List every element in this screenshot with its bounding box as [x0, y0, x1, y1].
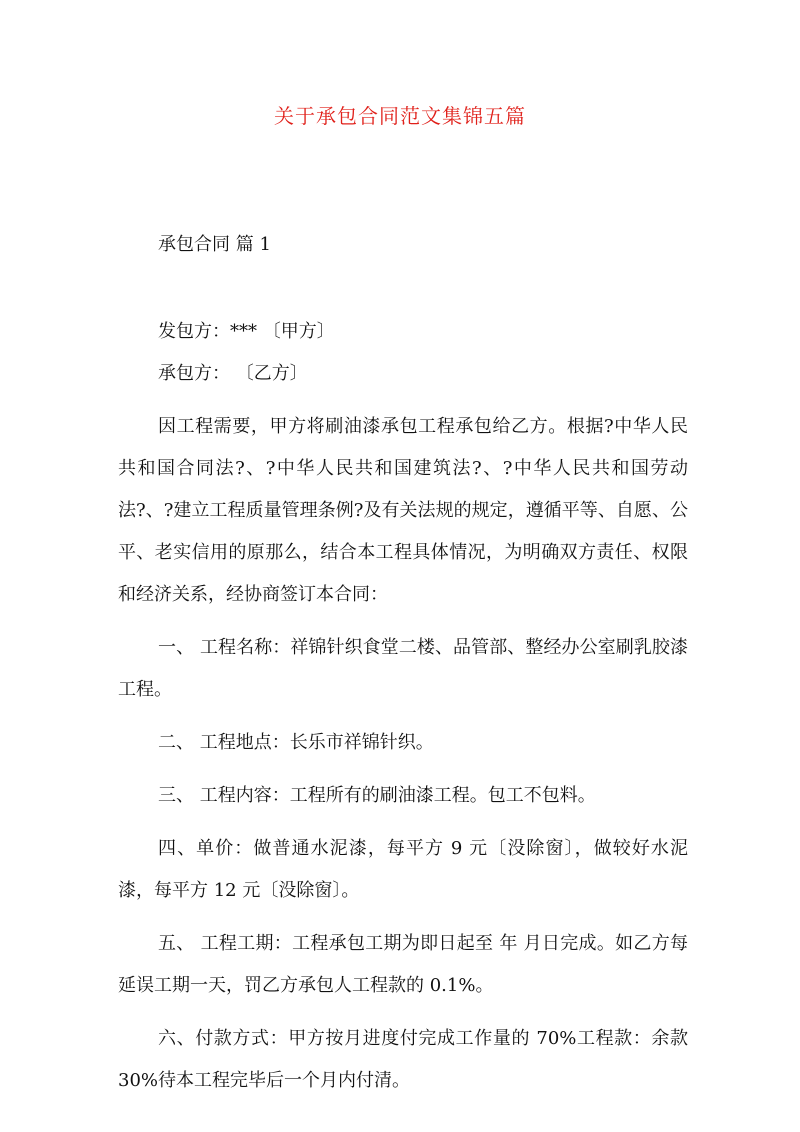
document-body — [118, 311, 688, 1113]
paragraph-project-period: 五、 工程工期：工程承包工期为即日起至 年 月日完成。如乙方每延误工期一天，罚乙方承包人工程款的 0.1%。 — [118, 933, 688, 996]
paragraph-preamble: 因工程需要，甲方将刷油漆承包工程承包给乙方。根据?中华人民共和国合同法?、?中华人民共和国建筑法?、?中华人民共和国劳动法?、?建立工程质量管理条例?及有关法规的规定，遵循平等、自愿、公平、老实信用的原那么，结合本工程具体情况，为明确双方责任、权限和经济关系，经协商签订本合同： — [118, 416, 688, 605]
paragraph-project-location: 二、 工程地点：长乐市祥锦针织。 — [158, 732, 434, 753]
paragraph-employer: 发包方：*** 〔甲方〕 — [158, 321, 335, 342]
paragraph-unit-price: 四、单价：做普通水泥漆，每平方 9 元〔没除窗〕，做较好水泥漆，每平方 12 元〔没除窗〕。 — [118, 838, 688, 901]
document-title: 关于承包合同范文集锦五篇 — [274, 104, 526, 128]
paragraph-project-content: 三、 工程内容：工程所有的刷油漆工程。包工不包料。 — [158, 785, 596, 806]
paragraph-project-name: 一、 工程名称：祥锦针织食堂二楼、品管部、整经办公室刷乳胶漆工程。 — [118, 637, 688, 700]
section-heading: 承包合同 篇 1 — [158, 234, 271, 255]
paragraph-payment-method: 六、付款方式：甲方按月进度付完成工作量的 70%工程款：余款 30%待本工程完毕后一个月内付清。 — [118, 1028, 688, 1091]
paragraph-contractor: 承包方： 〔乙方〕 — [158, 363, 308, 384]
